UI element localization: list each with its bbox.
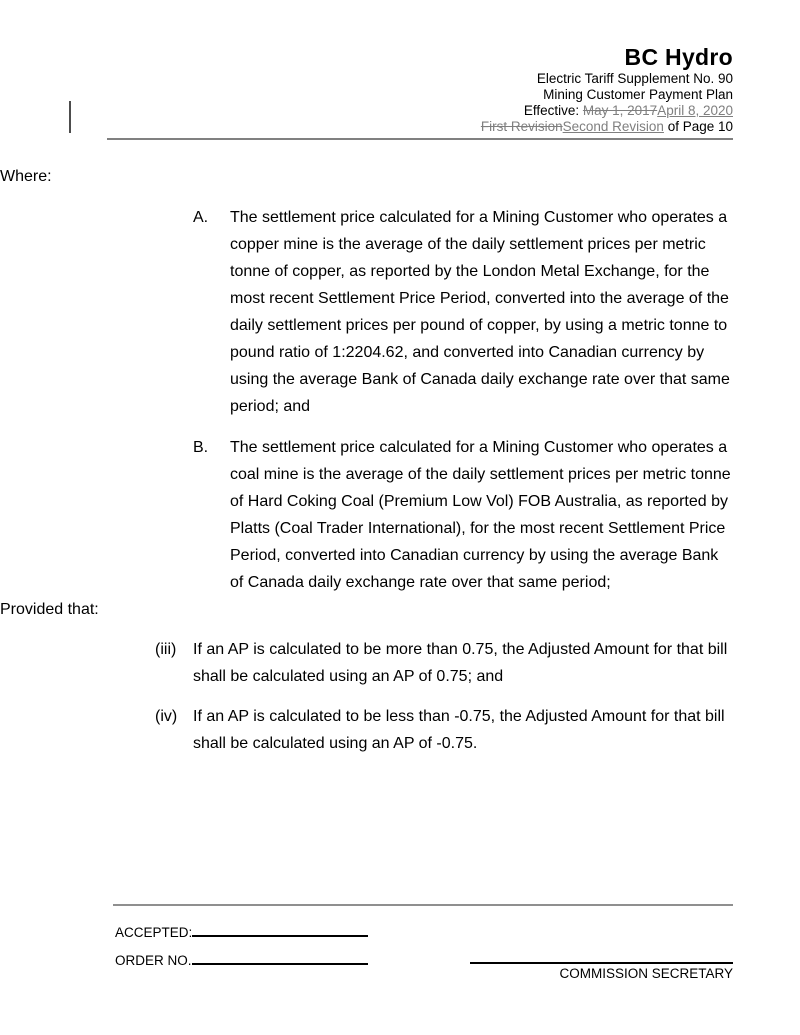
page-number-suffix: of Page 10 (663, 119, 733, 134)
provided-that-label: Provided that: (0, 601, 99, 618)
company-title: BC Hydro (624, 44, 733, 70)
where-label: Where: (0, 168, 52, 185)
definition-item-b (193, 434, 732, 596)
document-header (481, 44, 733, 135)
signature-block (470, 945, 733, 982)
item-marker-iv: (iv) (155, 708, 178, 725)
proviso-text-iii: If an AP is calculated to be more than 0.75, the Adjusted Amount for that bill shall be calculated using an AP of 0.75; and (193, 641, 728, 685)
effective-label: Effective: (523, 103, 583, 118)
effective-date-old: May 1, 2017 (582, 103, 658, 118)
proviso-text-iv: If an AP is calculated to be less than -0.75, the Adjusted Amount for that bill shall be calculated using an AP of -0.75. (193, 708, 725, 752)
accepted-label: ACCEPTED: (115, 925, 193, 940)
definition-text-b: The settlement price calculated for a Mining Customer who operates a coal mine is the average of the daily settlement prices per metric tonne of Hard Coking Coal (Premium Low Vol) FOB Australia, as reported by Platts (Coal Trader International), for the most recent Settlement Price Period, converted into Canadian currency by using the average Bank of Canada daily exchange rate over that same period; (230, 439, 731, 591)
footer-rule (113, 904, 733, 906)
revision-label-old: First Revision (480, 119, 563, 134)
item-marker-b: B. (193, 439, 209, 456)
definition-text-a: The settlement price calculated for a Mining Customer who operates a copper mine is the average of the daily settlement prices per metric tonne of copper, as reported by the London Metal Exchange, for the most recent Settlement Price Period, converted into the average of the daily settlement prices per pound of copper, by using a metric tonne to pound ratio of 1:2204.62, and converted into Canadian currency by using the average Bank of Canada daily exchange rate over that same period; and (230, 209, 730, 415)
revision-line (481, 119, 733, 135)
effective-date-new: April 8, 2020 (657, 103, 733, 118)
commission-secretary-label: COMMISSION SECRETARY (559, 966, 733, 981)
header-rule (107, 138, 733, 140)
revision-label-new: Second Revision (562, 119, 664, 134)
proviso-item-iii (155, 636, 734, 690)
item-marker-iii: (iii) (155, 641, 177, 658)
order-number-label: ORDER NO. (115, 953, 192, 968)
order-number-blank-line (192, 950, 368, 965)
margin-change-bar (69, 101, 71, 133)
document-body (0, 163, 734, 757)
order-row (115, 950, 368, 969)
accepted-row (115, 922, 368, 941)
effective-line (481, 103, 733, 119)
supplement-line: Electric Tariff Supplement No. 90 (536, 71, 733, 86)
proviso-item-iv (155, 703, 734, 757)
plan-line: Mining Customer Payment Plan (543, 87, 733, 102)
item-marker-a: A. (193, 209, 209, 226)
secretary-signature-line (470, 945, 733, 964)
accepted-blank-line (192, 922, 368, 937)
definition-item-a (193, 204, 732, 420)
